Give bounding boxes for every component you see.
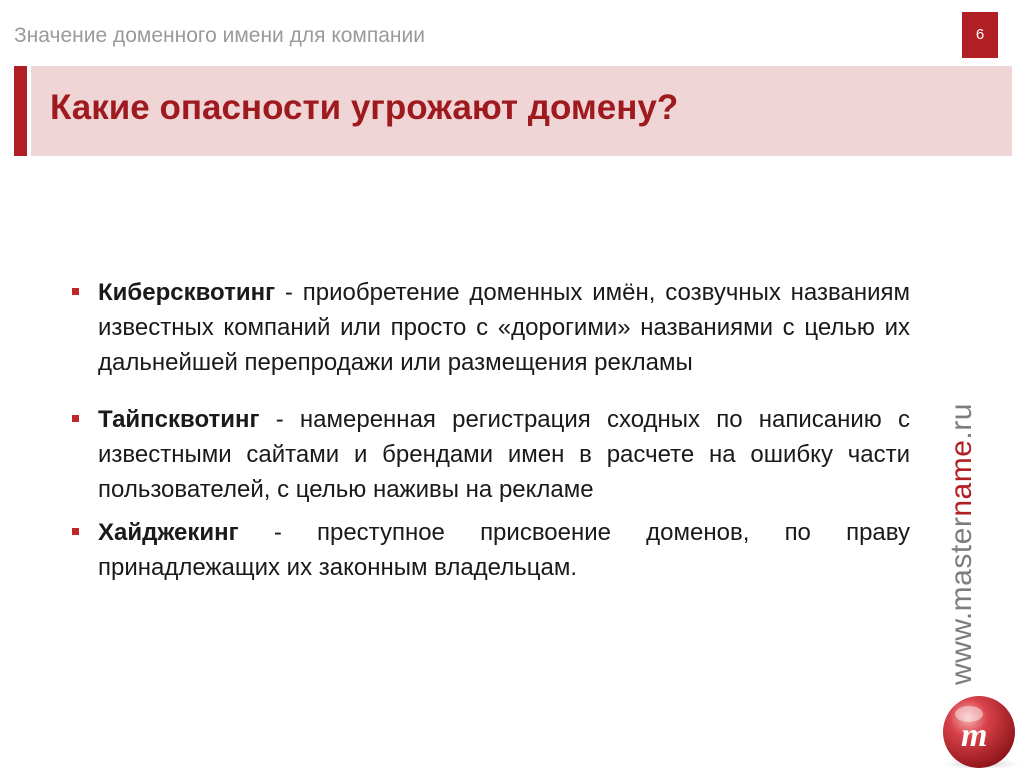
bullet-item-cybersquatting [70,275,910,380]
bullet-list [70,275,910,585]
title-accent-gap [27,66,31,156]
bullet-item-typosquatting [70,402,910,507]
sidebar-website-url[interactable] [945,403,979,685]
bullet-term: Киберсквотинг [98,279,276,306]
url-accent: name [945,439,978,517]
bullet-term: Тайпсквотинг [98,406,260,433]
bullet-square-icon [72,288,79,295]
bullet-term: Хайджекинг [98,519,239,546]
masterName-logo-ball-icon [935,690,1024,768]
bullet-text: - преступное присвоение доменов, по праву принадлежащих их законным владельцам. [98,519,910,581]
title-accent-stripe [14,66,27,156]
bullet-text: - приобретение доменных имён, созвучных названиям известных компаний или просто с «дорогими» названиями с целью их дальнейшей перепродажи или размещения рекламы [98,279,910,376]
url-suffix: .ru [945,403,978,440]
url-prefix: www.master [945,516,978,685]
bullet-text: - намеренная регистрация сходных по написанию с известными сайтами и брендами имен в расчете на ошибку части пользователей, с целью наживы на рекламе [98,406,910,503]
slide-subtitle: Значение доменного имени для компании [14,24,425,47]
bullet-square-icon [72,528,79,535]
page-number: 6 [962,12,998,58]
bullet-item-hijacking [70,515,910,585]
title-bar [14,66,1012,156]
slide-title: Какие опасности угрожают домену? [50,88,679,127]
svg-text:m: m [961,717,988,754]
bullet-square-icon [72,415,79,422]
